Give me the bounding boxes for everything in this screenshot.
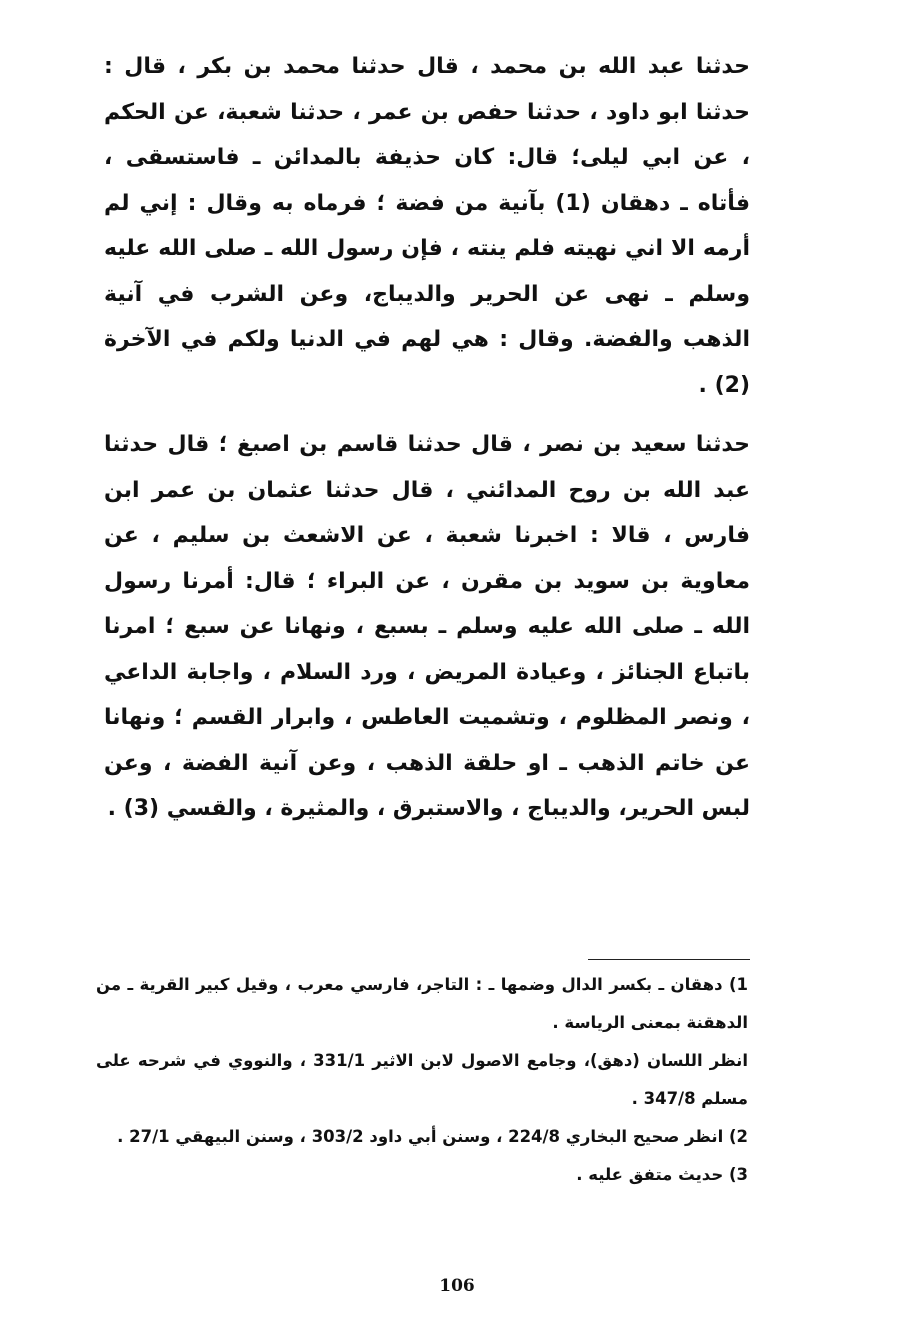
footnote-1: 1) دهقان ـ بكسر الدال وضمها ـ : التاجر، فارسي معرب ، وقيل كبير القرية ـ من الدهقنة بمعنى الرياسة . bbox=[96, 975, 748, 1032]
hadith-paragraph-2: حدثنا سعيد بن نصر ، قال حدثنا قاسم بن اصبغ ؛ قال حدثنا عبد الله بن روح المدائني ، قال حدثنا عثمان بن عمر ابن فارس ، قالا : اخبرنا شعبة ، عن الاشعث بن سليم ، عن معاوية بن سويد بن مقرن ، عن البراء ؛ قال: أمرنا رسول الله ـ صلى الله عليه وسلم ـ بسبع ، ونهانا عن سبع ؛ امرنا باتباع الجنائز ، وعيادة المريض ، ورد السلام ، واجابة الداعي ، ونصر المظلوم ، وتشميت العاطس ، وابرار القسم ؛ ونهانا عن خاتم الذهب ـ او حلقة الذهب ، وعن آنية الفضة ، وعن لبس الحرير، والديباج ، والاستبرق ، والمثيرة ، والقسي (3) . bbox=[104, 432, 750, 821]
main-text bbox=[104, 44, 750, 832]
footnote-divider bbox=[588, 959, 750, 960]
hadith-paragraph-1: حدثنا عبد الله بن محمد ، قال حدثنا محمد بن بكر ، قال : حدثنا ابو داود ، حدثنا حفص بن عمر ، حدثنا شعبة، عن الحكم ، عن ابي ليلى؛ قال: كان حذيفة بالمدائن ـ فاستسقى ، فأتاه ـ دهقان (1) بآنية من فضة ؛ فرماه به وقال : إني لم أرمه الا اني نهيته فلم ينته ، فإن رسول الله ـ صلى الله عليه وسلم ـ نهى عن الحرير والديباج، وعن الشرب في آنية الذهب والفضة. وقال : هي لهم في الدنيا ولكم في الآخرة (2) . bbox=[104, 54, 750, 398]
footnote-1-references: انظر اللسان (دهق)، وجامع الاصول لابن الاثير 331/1 ، والنووي في شرحه على مسلم 347/8 . bbox=[96, 1051, 748, 1108]
footnote-3: 3) حديث متفق عليه . bbox=[576, 1165, 748, 1184]
footnote-2: 2) انظر صحيح البخاري 224/8 ، وسنن أبي داود 303/2 ، وسنن البيهقي 27/1 . bbox=[117, 1127, 748, 1146]
footnotes bbox=[96, 966, 748, 1194]
page-number: 106 bbox=[439, 1276, 475, 1296]
